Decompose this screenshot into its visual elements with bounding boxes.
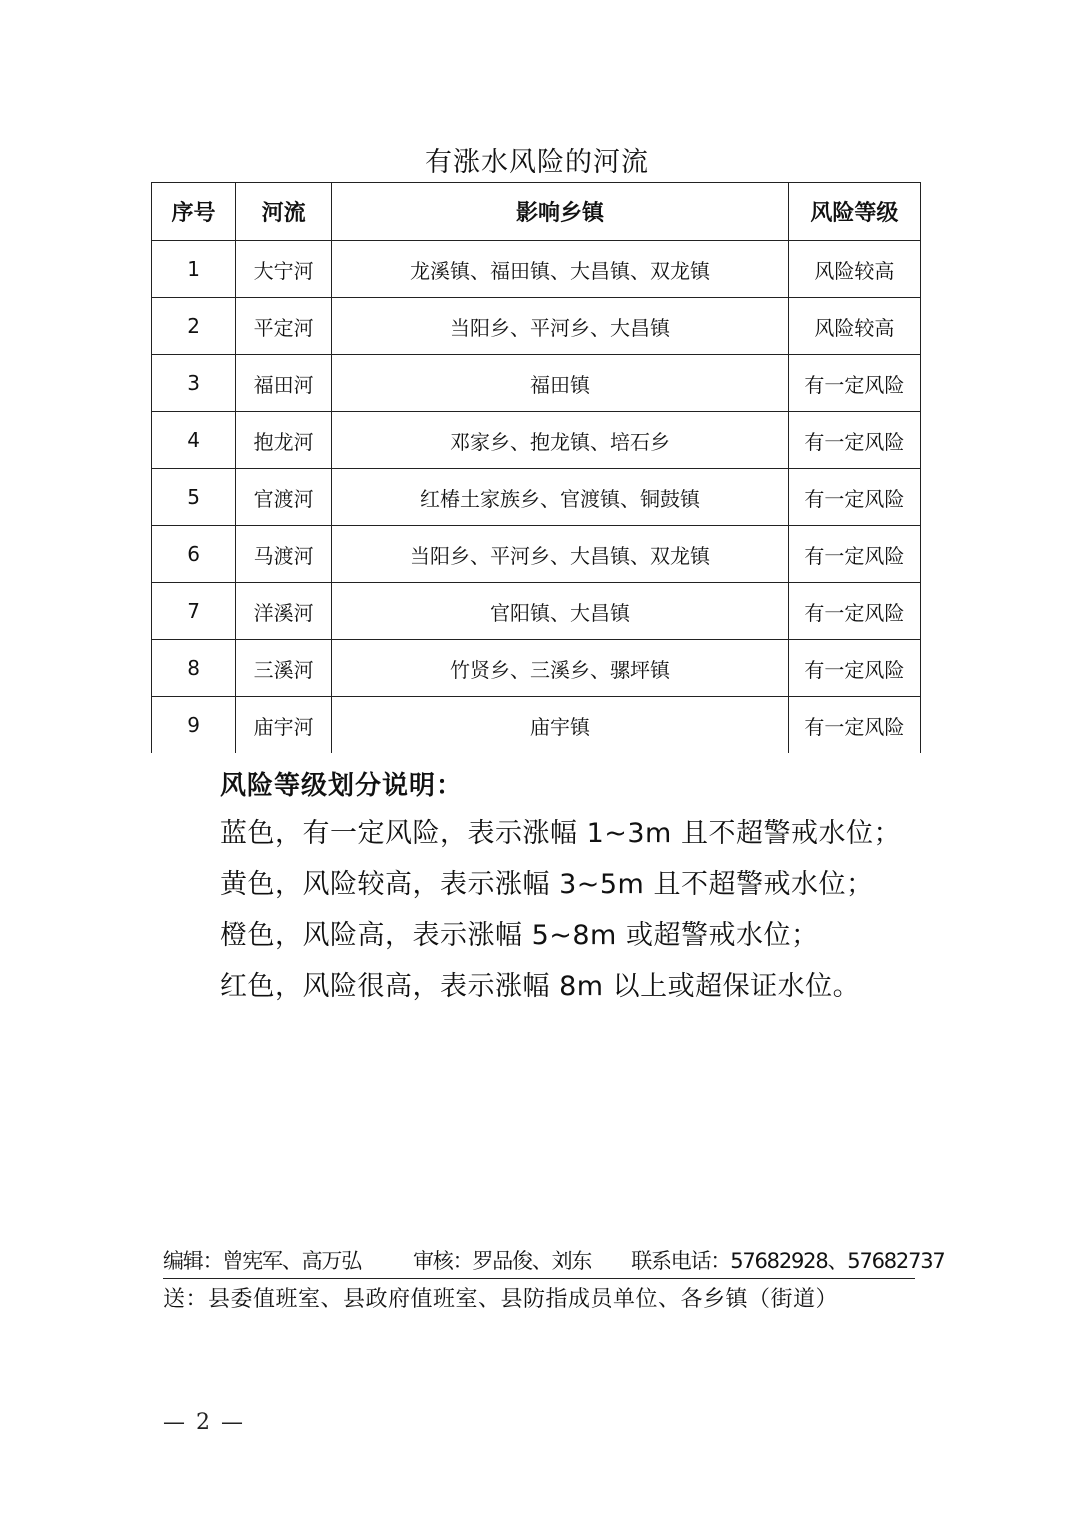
footer-credits xyxy=(163,1244,945,1279)
cell-river: 三溪河 xyxy=(236,640,332,697)
table-row xyxy=(152,298,921,355)
cell-towns: 龙溪镇、福田镇、大昌镇、双龙镇 xyxy=(332,241,789,298)
header-level: 风险等级 xyxy=(788,183,920,241)
header-towns: 影响乡镇 xyxy=(332,183,789,241)
cell-no: 7 xyxy=(152,583,236,640)
table-row xyxy=(152,412,921,469)
cell-no: 1 xyxy=(152,241,236,298)
table-row xyxy=(152,526,921,583)
cell-level: 风险较高 xyxy=(788,298,920,355)
table-row xyxy=(152,469,921,526)
table-row xyxy=(152,640,921,697)
table-header-row xyxy=(152,183,921,241)
cell-no: 9 xyxy=(152,697,236,754)
explanation-line-orange: 橙色，风险高，表示涨幅 5~8m 或超警戒水位； xyxy=(220,920,819,951)
cell-level: 有一定风险 xyxy=(788,469,920,526)
cell-level: 有一定风险 xyxy=(788,697,920,754)
header-no: 序号 xyxy=(152,183,236,241)
cell-river: 抱龙河 xyxy=(236,412,332,469)
cell-no: 3 xyxy=(152,355,236,412)
cell-towns: 庙宇镇 xyxy=(332,697,789,754)
explanation-line-yellow: 黄色，风险较高，表示涨幅 3~5m 且不超警戒水位； xyxy=(220,869,874,900)
cell-towns: 福田镇 xyxy=(332,355,789,412)
risk-level-explanation xyxy=(220,764,980,1012)
river-risk-table xyxy=(151,182,921,753)
explanation-heading: 风险等级划分说明： xyxy=(220,771,464,801)
cell-level: 风险较高 xyxy=(788,241,920,298)
cell-river: 马渡河 xyxy=(236,526,332,583)
cell-river: 庙宇河 xyxy=(236,697,332,754)
editor-credit: 编辑：曾宪军、高万弘 xyxy=(163,1249,361,1273)
reviewer-credit: 审核：罗品俊、刘东 xyxy=(413,1249,592,1273)
table-row xyxy=(152,583,921,640)
cell-towns: 邓家乡、抱龙镇、培石乡 xyxy=(332,412,789,469)
cell-towns: 官阳镇、大昌镇 xyxy=(332,583,789,640)
cell-river: 平定河 xyxy=(236,298,332,355)
cell-no: 4 xyxy=(152,412,236,469)
table-row xyxy=(152,241,921,298)
cell-level: 有一定风险 xyxy=(788,355,920,412)
cell-towns: 当阳乡、平河乡、大昌镇、双龙镇 xyxy=(332,526,789,583)
header-river: 河流 xyxy=(236,183,332,241)
cell-river: 官渡河 xyxy=(236,469,332,526)
table-row xyxy=(152,355,921,412)
cell-level: 有一定风险 xyxy=(788,583,920,640)
explanation-line-blue: 蓝色，有一定风险，表示涨幅 1~3m 且不超警戒水位； xyxy=(220,818,901,849)
cell-level: 有一定风险 xyxy=(788,412,920,469)
table-title: 有涨水风险的河流 xyxy=(425,147,649,178)
cell-no: 8 xyxy=(152,640,236,697)
cell-no: 5 xyxy=(152,469,236,526)
cell-river: 大宁河 xyxy=(236,241,332,298)
cell-level: 有一定风险 xyxy=(788,526,920,583)
cell-river: 洋溪河 xyxy=(236,583,332,640)
cell-towns: 红椿土家族乡、官渡镇、铜鼓镇 xyxy=(332,469,789,526)
page-number: — 2 — xyxy=(163,1410,245,1435)
cell-no: 2 xyxy=(152,298,236,355)
cell-no: 6 xyxy=(152,526,236,583)
table-row xyxy=(152,697,921,754)
contact-phone: 联系电话：57682928、57682737 xyxy=(631,1249,945,1273)
cell-river: 福田河 xyxy=(236,355,332,412)
cell-towns: 竹贤乡、三溪乡、骡坪镇 xyxy=(332,640,789,697)
distribution-list: 送：县委值班室、县政府值班室、县防指成员单位、各乡镇（街道） xyxy=(163,1287,839,1312)
cell-towns: 当阳乡、平河乡、大昌镇 xyxy=(332,298,789,355)
explanation-line-red: 红色，风险很高，表示涨幅 8m 以上或超保证水位。 xyxy=(220,971,861,1002)
cell-level: 有一定风险 xyxy=(788,640,920,697)
